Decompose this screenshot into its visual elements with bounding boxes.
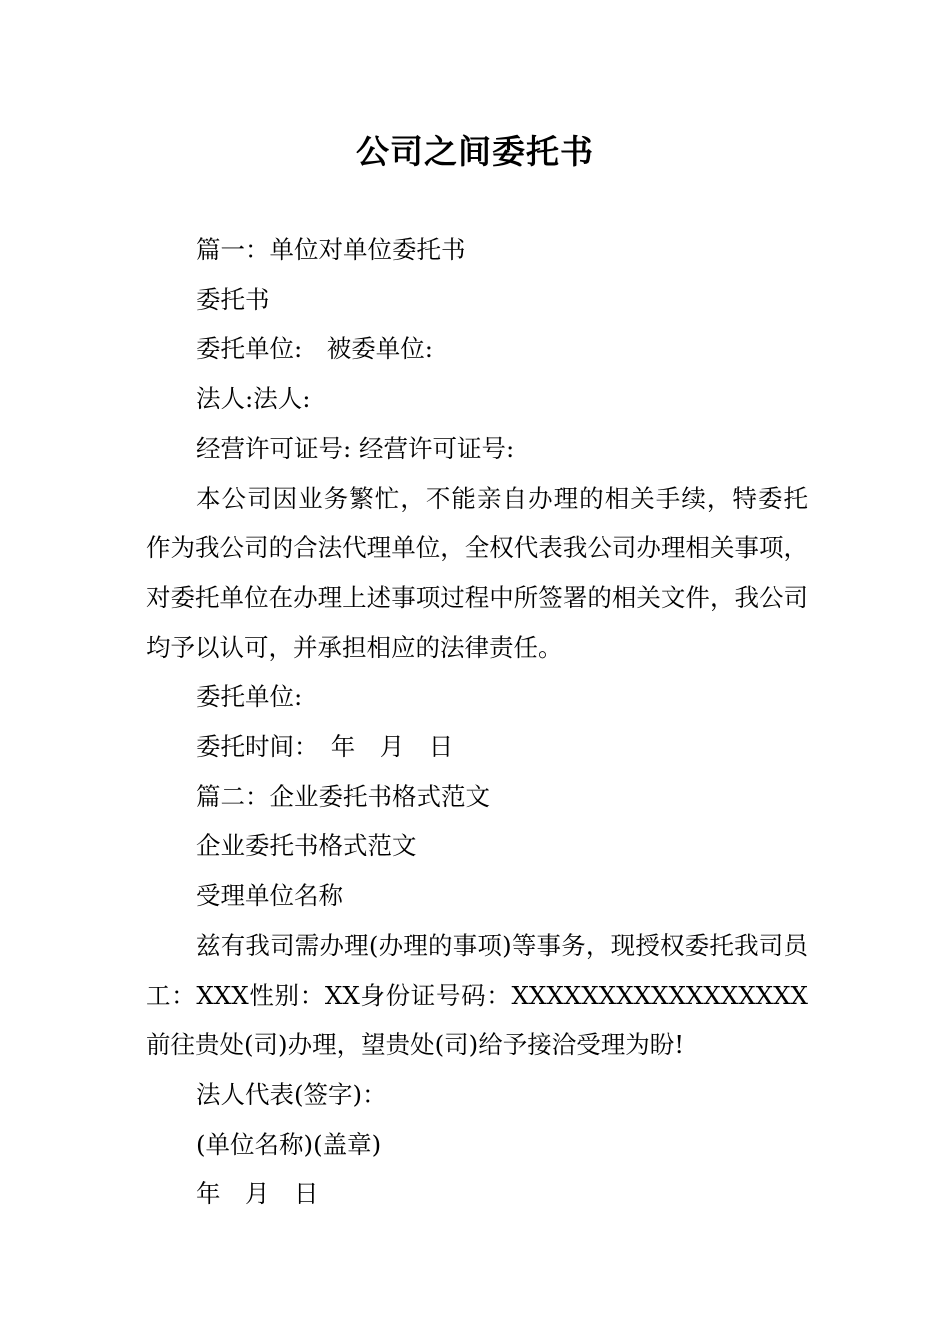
text-line: 法人代表(签字)： <box>196 1079 387 1109</box>
text-line: 企业委托书格式范文 <box>196 831 417 861</box>
text-line: (单位名称)(盖章) <box>196 1129 382 1159</box>
text-line: 经营许可证号: 经营许可证号: <box>196 433 515 463</box>
section-heading-1: 篇一：单位对单位委托书 <box>196 235 466 264</box>
text-line: 法人:法人: <box>196 384 311 414</box>
section-heading-2: 篇二：企业委托书格式范文 <box>196 781 490 811</box>
paragraph-1: 本公司因业务繁忙，不能亲自办理的相关手续，特委托作为我公司的合法代理单位，全权代表我公司办理相关事项，对委托单位在办理上述事项过程中所签署的相关文件，我公司均予以认可，并承担相应的法律责任。 <box>146 483 808 662</box>
text-line: 年 月 日 <box>196 1179 319 1209</box>
document-title: 公司之间委托书 <box>356 132 594 171</box>
text-line: 委托书 <box>196 284 270 314</box>
text-line: 委托单位: <box>196 682 303 712</box>
document-body <box>146 225 808 1219</box>
text-line: 受理单位名称 <box>196 881 343 911</box>
text-line: 委托时间： 年 月 日 <box>196 732 454 762</box>
text-line: 委托单位: 被委单位: <box>196 334 434 364</box>
paragraph-2: 兹有我司需办理(办理的事项)等事务，现授权委托我司员工：XXX性别：XX身份证号码：XXXXXXXXXXXXXXXXX 前往贵处(司)办理，望贵处(司)给予接洽受理为盼! <box>146 930 808 1060</box>
